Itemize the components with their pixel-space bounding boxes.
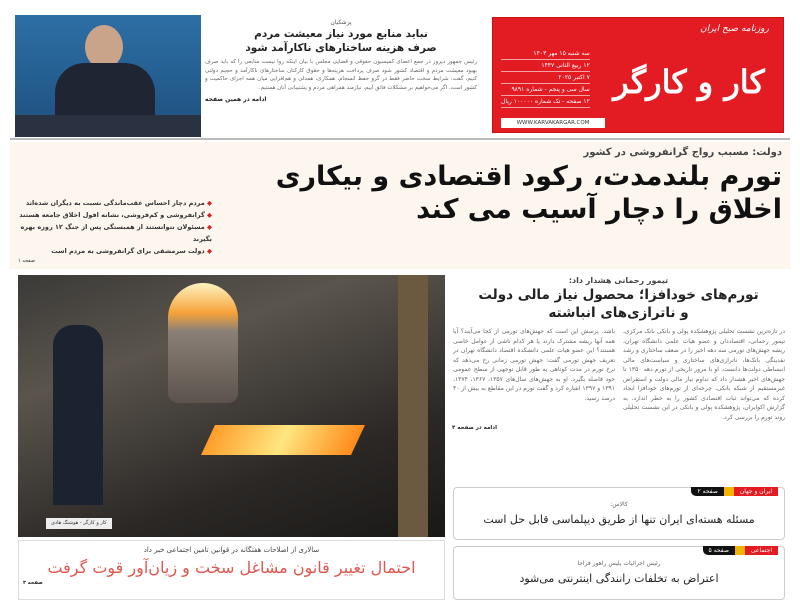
inflation-col-left: باشد. پرسش این است که جهش‌های تورمی از کجا می‌آیند؟ آیا همه آنها ریشه مشترک دارند یا هر کدام ناشی از عوامل خاصی هستند؟ این عضو هیات علمی دانشکده اقتصاد دانشگاه تهران در تعریف جهش تورمی گفت: جهش تورمی زمانی رخ می‌دهد که نرخ تورم در مدت کوتاهی به طور قابل توجهی از سطح عمومی خود فاصله بگیرد. او به جهش‌های سال‌های ۱۳۵۷، ۱۳۶۷، ۱۳۷۴، ۱۳۹۱ و ۱۳۹۷ اشاره کرد و گفت تورم در این مقاطع به بیش از ۴۰ درصد رسید. [453,328,615,402]
brief-2-title[interactable]: اعتراض به تخلفات رانندگی اینترنتی می‌شود [519,572,719,585]
ladle [168,283,238,403]
meta-price: ۱۲ صفحه - تک شماره ۱۰۰۰۰۰ ریال [501,96,590,108]
molten-metal [201,425,365,455]
meta-gregorian: ۷ اکتبر ۲۰۲۵ [501,72,590,84]
brief-box-2 [453,546,785,600]
pillar [398,275,428,537]
lead-page-ref: صفحه ۱ [18,258,35,264]
caption-story [18,540,445,600]
brief-2-page: صفحه ۵ [703,546,735,555]
masthead-tagline: روزنامه صبح ایران [700,24,769,34]
brief-1-title[interactable]: مسئله هسته‌ای ایران تنها از طریق دیپلماسی قابل حل است [483,513,755,526]
lead-bullet: ◆ گرانفروشی و کم‌فروشی، نشانه افول اخلاق جامعه هستند [19,211,212,219]
top-story-kicker: پزشکیان [330,19,352,26]
inflation-title-2[interactable]: و ناترازی‌های انباشته [548,305,689,321]
caption-kicker: سالاری از اصلاحات هفتگانه در قوانین تامین اجتماعی خبر داد [143,546,320,554]
top-story-body: رئیس جمهور دیروز در جمع اعضای کمیسیون حقوقی و قضایی مجلس با بیان اینکه روا نیست منابعی را که باید صرف بهبود معیشت مردم و اقتصاد کشور شود صرف پرداخت هزینه‌ها و حقوق کارکنان ساختارهای ناکارآمد و حجیم دولتی کنیم، گفت: شرایط سخت حاضر فقط در گرو حفظ انسجام، همکاری، همدلی و هم‌افزایی میان همه اجزای حاکمیت و کشور است. اگر می‌خواهیم بر مشکلات فائق آییم، نیازمند همراهی مردم و پشتیبانی آنان هستیم. [205,59,477,92]
masthead-meta [501,48,590,108]
chevron-icon [724,487,734,496]
lead-bullets [18,146,222,265]
divider [10,138,790,140]
lead-bullet: ◆ مردم دچار احساس عقب‌ماندگی نسبت به دیگران شده‌اند [25,199,212,207]
brief-2-label [703,546,778,555]
masthead [492,17,784,133]
lead-bullet: ◆ دولت سرمشقی برای گرانفروشی به مردم است [51,247,212,255]
lead-bullet: ◆ مسئولان نتوانستند از همبستگی پس از جنگ ۱۲ روزه بهره بگیرند [20,223,212,243]
meta-issue: سال سی و پنجم - شماره ۹۸۹۱ [501,84,590,96]
caption-page-ref: صفحه ۳ [23,580,43,586]
top-story-continue[interactable]: ادامه در همین صفحه [205,95,267,103]
worker [53,325,103,505]
brief-2-kicker: رئیس اجرائیات پلیس راهور فراجا [577,560,661,567]
lead-title-1[interactable]: تورم بلندمدت، رکود اقتصادی و بیکاری [275,161,782,192]
brief-box-1 [453,487,785,540]
president-photo [15,15,201,137]
lead-title-2[interactable]: اخلاق را دچار آسیب می کند [416,194,782,225]
top-story-title-2[interactable]: صرف هزینه ساختارهای ناکارآمد شود [245,42,437,54]
chevron-icon [735,546,745,555]
inflation-col-right: در تازه‌ترین نشست تحلیلی پژوهشکده پولی و بانکی بانک مرکزی، تیمور رحمانی، اقتصاددان و عضو هیات علمی دانشگاه تهران، ریشه جهش‌های تورمی سه دهه اخیر را در ضعف ساختاری و رشد نقدینگی بانک‌ها، ناترازی‌های ساختاری و سیاست‌های مالی انبساطی دولت‌ها دانست. او با مرور تاریخی از تورم دهه ۱۳۵۰ تا جهش‌های اخیر هشدار داد که تداوم نیاز مالی دولت و استقراض غیرمستقیم از شبکه بانکی، چرخه‌ای از تورم‌های خودافزا ایجاد کرده که می‌تواند ثبات اقتصادی کشور را به خطر اندازد. به گزارش اکوایران، پژوهشکده پولی و بانکی در این نشست تحلیلی روند تورم را بررسی کرد. [623,328,785,421]
brief-2-section[interactable]: اجتماعی [745,546,778,555]
lead-story [10,142,790,269]
inflation-story [452,275,785,432]
steel-worker-photo [18,275,445,537]
photo-credit: کار و کارگر - هوشنگ هادی [46,518,112,529]
brief-1-page: صفحه ۲ [691,487,723,496]
top-story [205,18,477,136]
brief-1-section[interactable]: ایران و جهان [734,487,778,496]
brief-1-label [691,487,778,496]
desk [15,115,201,137]
meta-hijri: ۱۲ ربیع الثانی ۱۴۴۷ [501,60,590,72]
masthead-logo: کار و کارگر [613,63,765,101]
meta-date: سه شنبه ۱۵ مهر ۱۴۰۳ [501,48,590,60]
inflation-continue[interactable]: ادامه در صفحه ۴ [452,425,497,431]
lead-kicker: دولت: مسبب رواج گرانفروشی در کشور [583,147,782,158]
masthead-url[interactable]: WWW.KARVAKARGAR.COM [501,118,605,128]
inflation-title-1[interactable]: تورم‌های خودافزا؛ محصول نیاز مالی دولت [478,287,759,303]
brief-1-kicker: کالاس: [610,501,628,508]
inflation-kicker: تیمور رحمانی هشدار داد: [568,276,669,285]
top-story-title-1[interactable]: نباید منابع مورد نیاز معیشت مردم [254,28,428,40]
lead-headlines [222,146,782,265]
caption-title[interactable]: احتمال تغییر قانون مشاغل سخت و زیان‌آور قوت گرفت [47,558,416,577]
